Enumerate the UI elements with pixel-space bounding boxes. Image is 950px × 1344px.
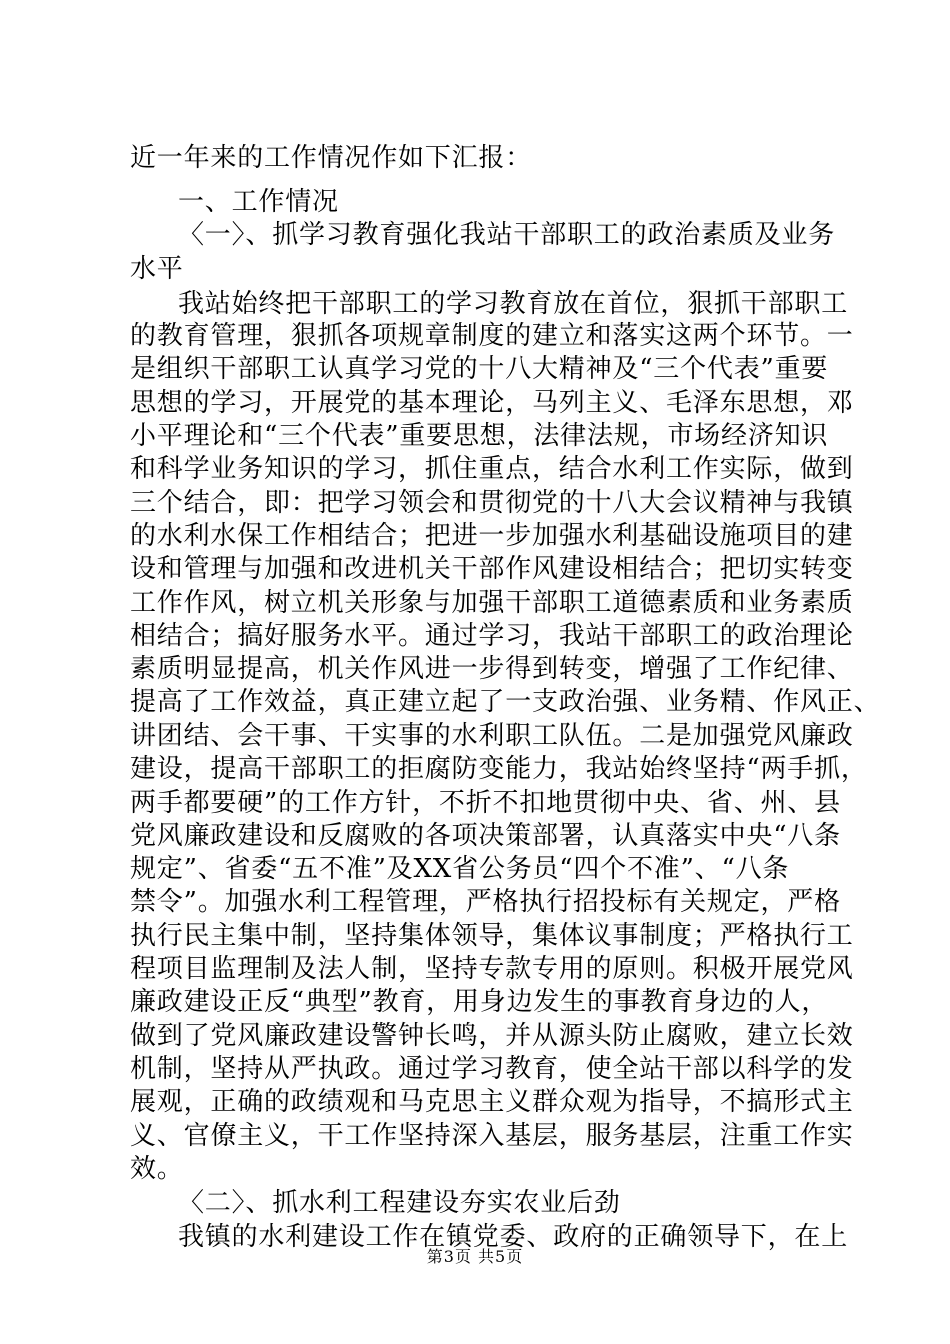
page-footer: 第3页 共5页 [426,1247,524,1266]
paragraph-line: 义、官僚主义，干工作坚持深入基层，服务基层，注重工作实 [130,1121,854,1151]
paragraph-line: 两手都要硬”的工作方针，不折不扣地贯彻中央、省、州、县 [130,788,841,818]
paragraph-line: 的教育管理，狠抓各项规章制度的建立和落实这两个环节。一 [130,321,854,351]
paragraph-line: 和科学业务知识的学习，抓住重点，结合水利工作实际，做到 [130,454,854,484]
paragraph-line: 一、工作情况 [178,187,339,217]
paragraph-line: 程项目监理制及法人制，坚持专款专用的原则。积极开展党风 [130,954,854,984]
paragraph-line: 工作作风，树立机关形象与加强干部职工道德素质和业务素质 [130,588,854,618]
paragraph-line: 素质明显提高，机关作风进一步得到转变，增强了工作纪律、 [130,654,854,684]
paragraph-line: 三个结合，即：把学习领会和贯彻党的十八大会议精神与我镇 [130,488,854,518]
paragraph-line: 小平理论和“三个代表”重要思想，法律法规，市场经济知识 [130,421,829,451]
paragraph-line: 展观，正确的政绩观和马克思主义群众观为指导，不搞形式主 [130,1087,854,1117]
paragraph-line: 提高了工作效益，真正建立起了一支政治强、业务精、作风正、 [130,687,881,717]
paragraph-line: 机制，坚持从严执政。通过学习教育，使全站干部以科学的发 [130,1054,854,1084]
paragraph-line: 相结合；搞好服务水平。通过学习，我站干部职工的政治理论 [130,621,854,651]
paragraph-line: 水平 [130,254,184,284]
paragraph-line: 设和管理与加强和改进机关干部作风建设相结合；把切实转变 [130,554,854,584]
paragraph-line: 禁令”。加强水利工程管理，严格执行招投标有关规定，严格 [130,887,841,917]
paragraph-line: 做到了党风廉政建设警钟长鸣，并从源头防止腐败，建立长效 [130,1021,854,1051]
paragraph-line: 建设，提高干部职工的拒腐防变能力，我站始终坚持“两手抓， [130,754,868,784]
paragraph-line: 效。 [130,1154,184,1184]
paragraph-line: 讲团结、会干事、干实事的水利职工队伍。二是加强党风廉政 [130,721,854,751]
paragraph-line: 近一年来的工作情况作如下汇报： [130,143,533,173]
paragraph-line: 〈一〉、抓学习教育强化我站干部职工的政治素质及业务 [178,220,836,250]
paragraph-line: 思想的学习，开展党的基本理论，马列主义、毛泽东思想，邓 [130,388,854,418]
paragraph-line: 执行民主集中制，坚持集体领导，集体议事制度；严格执行工 [130,921,854,951]
paragraph-line: 党风廉政建设和反腐败的各项决策部署，认真落实中央“八条 [130,821,841,851]
paragraph-line: 廉政建设正反“典型”教育，用身边发生的事教育身边的人， [130,987,829,1017]
paragraph-line: 是组织干部职工认真学习党的十八大精神及“三个代表”重要 [130,354,829,384]
paragraph-line: 的水利水保工作相结合；把进一步加强水利基础设施项目的建 [130,521,854,551]
paragraph-line: 我站始终把干部职工的学习教育放在首位，狠抓干部职工 [178,289,849,319]
paragraph-line: 〈二〉、抓水利工程建设夯实农业后劲 [178,1188,621,1218]
paragraph-line: 规定”、省委“五不准”及XX省公务员“四个不准”、“八条 [130,854,790,884]
paragraph-line: 我镇的水利建设工作在镇党委、政府的正确领导下，在上 [178,1222,849,1252]
